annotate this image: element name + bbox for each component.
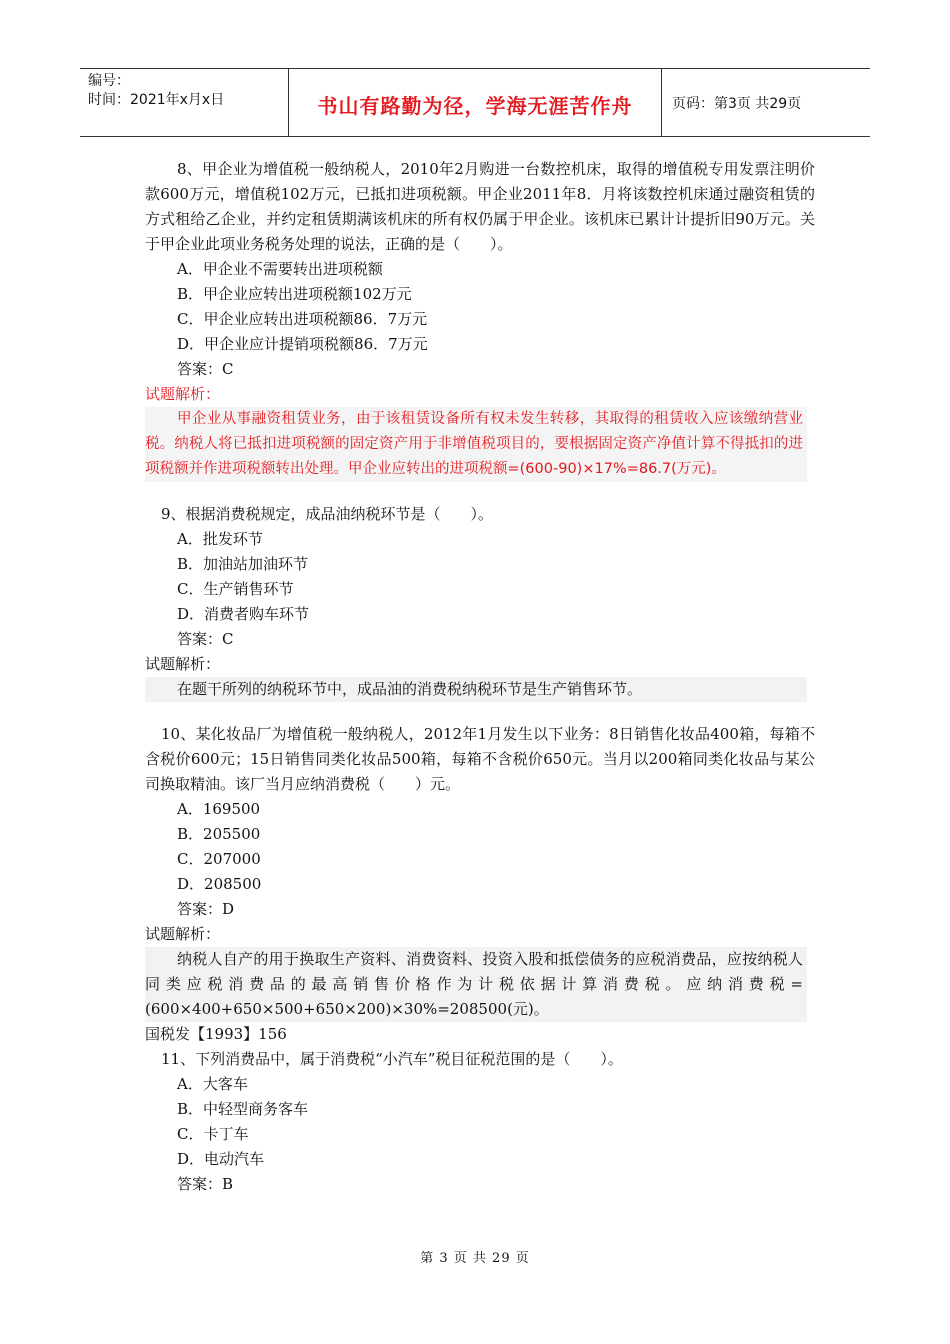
answer: 答案：D	[177, 900, 235, 918]
header-page-number: 页码：第3页 共29页	[672, 96, 802, 112]
explanation-text: 在题干所列的纳税环节中，成品油的消费税纳税环节是生产销售环节。	[145, 677, 807, 702]
option-b: B．加油站加油环节	[177, 555, 309, 573]
question-stem: 9、根据消费税规定，成品油纳税环节是（ ）。	[161, 505, 494, 523]
question-8	[145, 157, 815, 482]
page-footer: 第 3 页 共 29 页	[420, 1251, 530, 1266]
option-b: B．中轻型商务客车	[177, 1100, 309, 1118]
explanation-label: 试题解析：	[145, 385, 221, 403]
regulation-reference: 国税发【1993】156	[145, 1025, 287, 1043]
header-meta	[80, 69, 289, 136]
question-10	[145, 722, 815, 1047]
answer: 答案：C	[177, 630, 234, 648]
option-a: A．甲企业不需要转出进项税额	[177, 260, 383, 278]
option-b: B．205500	[177, 825, 261, 843]
question-stem: 11、下列消费品中，属于消费税“小汽车”税目征税范围的是（ ）。	[161, 1050, 623, 1068]
option-d: D．甲企业应计提销项税额86．7万元	[177, 335, 428, 353]
option-b: B．甲企业应转出进项税额102万元	[177, 285, 412, 303]
question-stem: 8、甲企业为增值税一般纳税人，2010年2月购进一台数控机床，取得的增值税专用发票注明价款600万元，增值税102万元，已抵扣进项税额。甲企业2011年8．月将该数控机床通过融资租赁的方式租给乙企业，并约定租赁期满该机床的所有权仍属于甲企业。该机床已累计计提折旧90万元。关于甲企业此项业务税务处理的说法，正确的是（ ）。	[145, 160, 815, 253]
answer: 答案：C	[177, 360, 234, 378]
document-number-label: 编号：	[88, 73, 130, 89]
explanation-text: 甲企业从事融资租赁业务，由于该租赁设备所有权未发生转移，其取得的租赁收入应该缴纳营业税。纳税人将已抵扣进项税额的固定资产用于非增值税项目的，要根据固定资产净值计算不得抵扣的进项税额并作进项税额转出处理。甲企业应转出的进项税额=(600-90)×17%=86.7(万元)。	[145, 407, 807, 482]
option-a: A．批发环节	[177, 530, 263, 548]
question-11	[145, 1047, 815, 1197]
explanation-text: 纳税人自产的用于换取生产资料、消费资料、投资入股和抵偿债务的应税消费品，应按纳税人同类应税消费品的最高销售价格作为计税依据计算消费税。应纳消费税=(600×400+650×500+650×200)×30%=208500(元)。	[145, 947, 807, 1022]
option-c: C．生产销售环节	[177, 580, 294, 598]
explanation-label: 试题解析：	[145, 925, 221, 943]
header-motto: 书山有路勤为径，学海无涯苦作舟	[289, 69, 662, 136]
explanation-label: 试题解析：	[145, 655, 221, 673]
option-d: D．208500	[177, 875, 262, 893]
option-a: A．大客车	[177, 1075, 248, 1093]
question-9	[145, 502, 815, 702]
option-d: D．消费者购车环节	[177, 605, 310, 623]
question-stem: 10、某化妆品厂为增值税一般纳税人，2012年1月发生以下业务：8日销售化妆品400箱，每箱不含税价600元；15日销售同类化妆品500箱，每箱不含税价650元。当月以200箱同类化妆品与某公司换取精油。该厂当月应纳消费税（ ）元。	[145, 725, 815, 793]
document-time-label: 时间：2021年x月x日	[88, 92, 225, 108]
page-header	[80, 68, 870, 137]
answer: 答案：B	[177, 1175, 234, 1193]
option-a: A．169500	[177, 800, 261, 818]
main-content	[145, 157, 815, 1197]
option-d: D．电动汽车	[177, 1150, 265, 1168]
option-c: C．甲企业应转出进项税额86．7万元	[177, 310, 428, 328]
option-c: C．卡丁车	[177, 1125, 249, 1143]
option-c: C．207000	[177, 850, 261, 868]
